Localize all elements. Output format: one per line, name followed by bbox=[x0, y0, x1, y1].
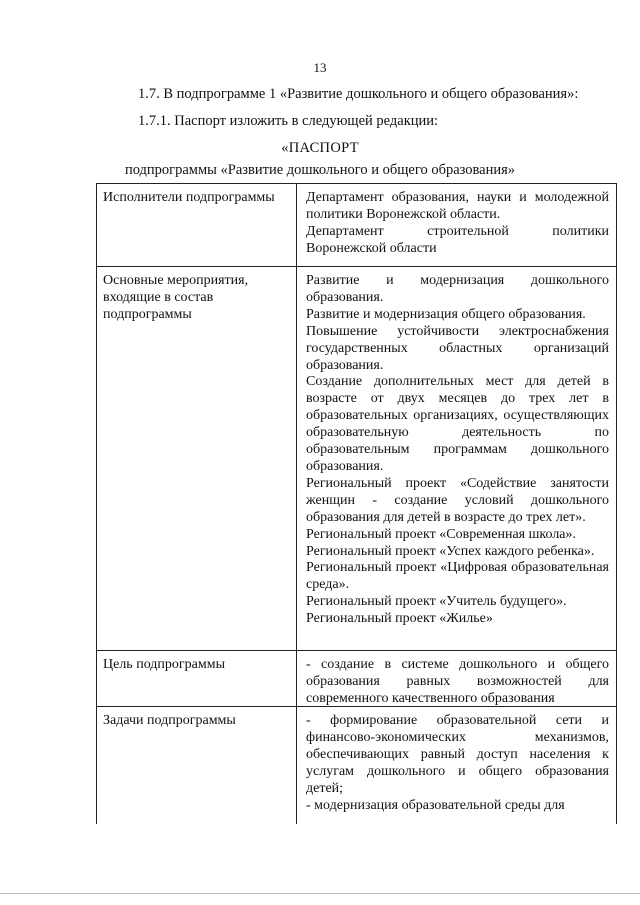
paragraph-1-7: 1.7. В подпрограмме 1 «Развитие дошкольного и общего образования»: bbox=[138, 86, 579, 102]
value-line: Региональный проект «Учитель будущего». bbox=[306, 594, 567, 610]
value-line: - формирование образовательной сети и финансово-экономических механизмов, обеспечивающих равный доступ населения к услугам дошкольного и общего образования детей; bbox=[306, 713, 609, 796]
value-line: Региональный проект «Успех каждого ребенка». bbox=[306, 543, 595, 559]
value-line: Региональный проект «Современная школа». bbox=[306, 526, 577, 542]
value-line: Департамент строительной политики Воронежской области bbox=[306, 223, 609, 256]
row-value bbox=[297, 267, 613, 650]
row-label: Исполнители подпрограммы bbox=[97, 184, 297, 266]
scan-edge-rule bbox=[0, 893, 640, 894]
paragraph-1-7-1: 1.7.1. Паспорт изложить в следующей редакции: bbox=[138, 113, 439, 129]
row-value bbox=[297, 651, 613, 706]
table-row-executors bbox=[97, 184, 616, 267]
value-line: - создание в системе дошкольного и общего образования равных возможностей для современного качественного образования bbox=[306, 657, 609, 706]
value-line: Повышение устойчивости электроснабжения государственных областных организаций образования. bbox=[306, 323, 609, 373]
value-line: - модернизация образовательной среды для bbox=[306, 797, 565, 813]
table-row-tasks bbox=[97, 707, 616, 824]
value-line: Создание дополнительных мест для детей в возрасте от двух месяцев до трех лет в образовательных организациях, осуществляющих образовательную деятельность по образовательным программам дошкольного образования. bbox=[306, 374, 609, 474]
value-line: Региональный проект «Жилье» bbox=[306, 611, 493, 627]
passport-title: «ПАСПОРТ bbox=[281, 140, 359, 156]
passport-table bbox=[96, 183, 617, 824]
page-number: 13 bbox=[313, 60, 327, 75]
passport-subtitle: подпрограммы «Развитие дошкольного и общего образования» bbox=[124, 162, 516, 178]
value-line: Департамент образования, науки и молодежной политики Воронежской области. bbox=[306, 190, 609, 222]
value-line: Развитие и модернизация дошкольного образования. bbox=[306, 273, 609, 305]
row-label: Цель подпрограммы bbox=[97, 651, 297, 706]
value-line: Развитие и модернизация общего образования. bbox=[306, 306, 586, 322]
value-line: Региональный проект «Цифровая образовательная среда». bbox=[306, 560, 609, 593]
row-value bbox=[297, 184, 613, 266]
row-label: Основные мероприятия, входящие в состав подпрограммы bbox=[97, 267, 297, 650]
row-label: Задачи подпрограммы bbox=[97, 707, 297, 824]
row-value bbox=[297, 707, 613, 824]
table-row-main-activities bbox=[97, 267, 616, 651]
value-line: Региональный проект «Содействие занятости женщин - создание условий дошкольного образования для детей в возрасте до трех лет». bbox=[306, 475, 609, 525]
table-row-goal bbox=[97, 651, 616, 707]
